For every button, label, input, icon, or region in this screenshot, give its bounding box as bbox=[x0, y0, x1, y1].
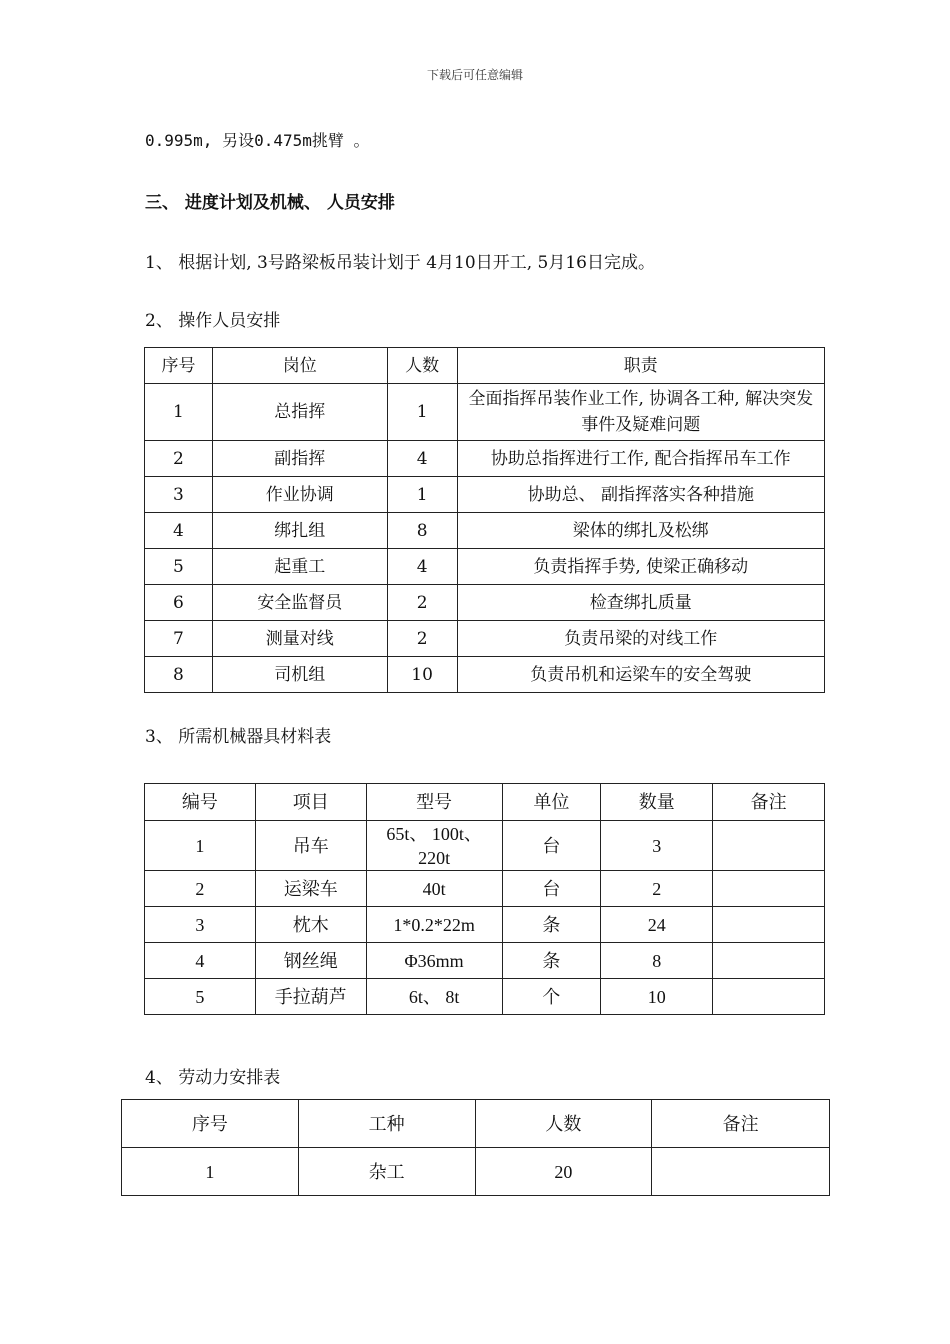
table-cell: 吊车 bbox=[255, 821, 366, 871]
table-cell: 4 bbox=[387, 441, 457, 477]
header-cell: 序号 bbox=[122, 1100, 299, 1148]
table-row bbox=[145, 657, 825, 693]
table-cell: 台 bbox=[502, 821, 601, 871]
table-cell: 条 bbox=[502, 907, 601, 943]
table-cell: 65t、 100t、 220t bbox=[366, 821, 502, 871]
table-cell bbox=[713, 821, 825, 871]
table-cell: 6 bbox=[145, 585, 213, 621]
header-cell: 人数 bbox=[475, 1100, 652, 1148]
table-cell: 5 bbox=[145, 549, 213, 585]
table-cell: 3 bbox=[145, 907, 256, 943]
table-cell: 7 bbox=[145, 621, 213, 657]
table-cell: 2 bbox=[145, 871, 256, 907]
table-cell: 枕木 bbox=[255, 907, 366, 943]
header-cell: 备注 bbox=[713, 784, 825, 821]
table-cell bbox=[713, 907, 825, 943]
page-header: 下载后可任意编辑 bbox=[426, 68, 523, 82]
table-cell: 1*0.2*22m bbox=[366, 907, 502, 943]
table-cell: 检查绑扎质量 bbox=[457, 585, 824, 621]
table-cell: 副指挥 bbox=[212, 441, 387, 477]
table-cell: 运梁车 bbox=[255, 871, 366, 907]
table-header-row bbox=[145, 348, 825, 384]
header-cell: 人数 bbox=[387, 348, 457, 384]
header-cell: 序号 bbox=[145, 348, 213, 384]
table-cell: 协助总指挥进行工作, 配合指挥吊车工作 bbox=[457, 441, 824, 477]
labor-table bbox=[121, 1099, 830, 1196]
table-cell: 1 bbox=[145, 384, 213, 441]
table-cell bbox=[652, 1148, 830, 1196]
table-cell: 条 bbox=[502, 943, 601, 979]
table-cell: 2 bbox=[387, 621, 457, 657]
table-row bbox=[145, 585, 825, 621]
table-row bbox=[145, 871, 825, 907]
table-cell: 负责吊梁的对线工作 bbox=[457, 621, 824, 657]
header-cell: 岗位 bbox=[212, 348, 387, 384]
item-equipment-heading: 3、 所需机械器具材料表 bbox=[145, 727, 332, 747]
table-cell: 6t、 8t bbox=[366, 979, 502, 1015]
table-cell: 梁体的绑扎及松绑 bbox=[457, 513, 824, 549]
table-cell: 8 bbox=[145, 657, 213, 693]
table-row bbox=[122, 1148, 830, 1196]
table-cell: 8 bbox=[601, 943, 713, 979]
header-cell: 数量 bbox=[601, 784, 713, 821]
table-cell: 负责指挥手势, 使梁正确移动 bbox=[457, 549, 824, 585]
table-cell: 安全监督员 bbox=[212, 585, 387, 621]
table-cell: Φ36mm bbox=[366, 943, 502, 979]
table-row bbox=[145, 821, 825, 871]
equipment-table bbox=[144, 783, 825, 1015]
table-row bbox=[145, 513, 825, 549]
table-row bbox=[145, 549, 825, 585]
table-cell: 手拉葫芦 bbox=[255, 979, 366, 1015]
table-cell: 1 bbox=[145, 821, 256, 871]
table-cell: 总指挥 bbox=[212, 384, 387, 441]
table-cell: 4 bbox=[387, 549, 457, 585]
staff-table bbox=[144, 347, 825, 693]
table-row bbox=[145, 441, 825, 477]
item-labor-heading: 4、 劳动力安排表 bbox=[145, 1068, 281, 1088]
table-cell: 40t bbox=[366, 871, 502, 907]
table-cell: 杂工 bbox=[298, 1148, 475, 1196]
table-cell: 1 bbox=[122, 1148, 299, 1196]
header-cell: 备注 bbox=[652, 1100, 830, 1148]
header-cell: 工种 bbox=[298, 1100, 475, 1148]
table-cell: 钢丝绳 bbox=[255, 943, 366, 979]
table-cell: 作业协调 bbox=[212, 477, 387, 513]
table-cell: 4 bbox=[145, 943, 256, 979]
table-cell: 3 bbox=[601, 821, 713, 871]
header-cell: 编号 bbox=[145, 784, 256, 821]
table-cell bbox=[713, 943, 825, 979]
table-cell: 司机组 bbox=[212, 657, 387, 693]
table-cell: 负责吊机和运梁车的安全驾驶 bbox=[457, 657, 824, 693]
table-cell: 1 bbox=[387, 477, 457, 513]
table-cell: 10 bbox=[601, 979, 713, 1015]
table-row bbox=[145, 907, 825, 943]
table-cell bbox=[713, 871, 825, 907]
table-cell: 绑扎组 bbox=[212, 513, 387, 549]
table-cell: 2 bbox=[601, 871, 713, 907]
header-cell: 项目 bbox=[255, 784, 366, 821]
table-cell: 测量对线 bbox=[212, 621, 387, 657]
table-row bbox=[145, 384, 825, 441]
paragraph-dimensions: 0.995m, 另设0.475m挑臂 。 bbox=[145, 131, 370, 150]
table-header-row bbox=[145, 784, 825, 821]
table-cell: 2 bbox=[145, 441, 213, 477]
header-cell: 单位 bbox=[502, 784, 601, 821]
table-row bbox=[145, 621, 825, 657]
header-cell: 职责 bbox=[457, 348, 824, 384]
table-cell: 24 bbox=[601, 907, 713, 943]
header-cell: 型号 bbox=[366, 784, 502, 821]
table-row bbox=[145, 477, 825, 513]
table-cell: 1 bbox=[387, 384, 457, 441]
table-header-row bbox=[122, 1100, 830, 1148]
table-cell: 20 bbox=[475, 1148, 652, 1196]
table-cell: 全面指挥吊装作业工作, 协调各工种, 解决突发事件及疑难问题 bbox=[457, 384, 824, 441]
table-cell: 协助总、 副指挥落实各种措施 bbox=[457, 477, 824, 513]
table-cell bbox=[713, 979, 825, 1015]
table-cell: 2 bbox=[387, 585, 457, 621]
table-cell: 台 bbox=[502, 871, 601, 907]
table-cell: 8 bbox=[387, 513, 457, 549]
item-staff-heading: 2、 操作人员安排 bbox=[145, 311, 281, 331]
table-cell: 4 bbox=[145, 513, 213, 549]
table-cell: 5 bbox=[145, 979, 256, 1015]
table-cell: 10 bbox=[387, 657, 457, 693]
item-schedule: 1、 根据计划, 3号路梁板吊装计划于 4月10日开工, 5月16日完成。 bbox=[145, 253, 655, 273]
section-heading-3: 三、 进度计划及机械、 人员安排 bbox=[145, 193, 395, 213]
table-row bbox=[145, 943, 825, 979]
table-cell: 个 bbox=[502, 979, 601, 1015]
table-cell: 3 bbox=[145, 477, 213, 513]
table-row bbox=[145, 979, 825, 1015]
table-cell: 起重工 bbox=[212, 549, 387, 585]
